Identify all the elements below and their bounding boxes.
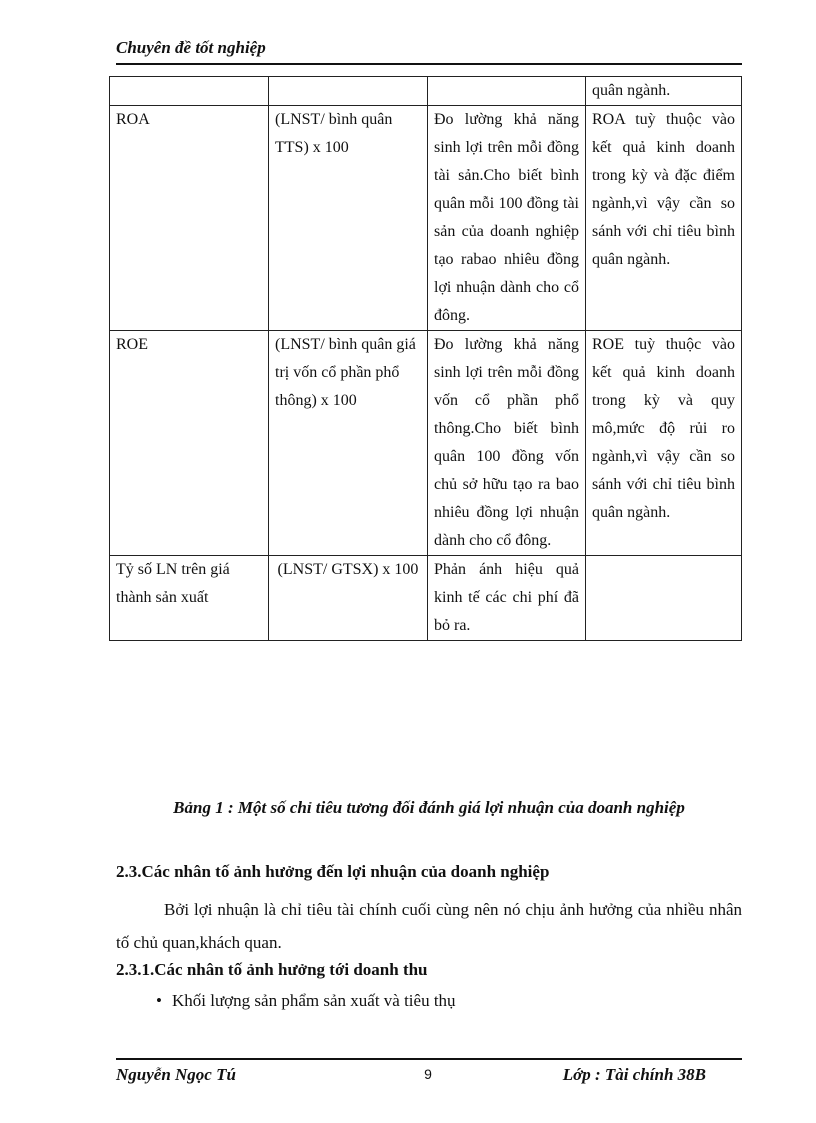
- footer-author: Nguyễn Ngọc Tú: [116, 1065, 236, 1084]
- table-cell-note: [586, 556, 742, 641]
- footer-class-label: Lớp : Tài chính 38B: [562, 1065, 706, 1084]
- footer-divider: [116, 1058, 742, 1060]
- table-cell-name: Tỷ số LN trên giá thành sản xuất: [110, 556, 269, 641]
- section-heading: 2.3.Các nhân tố ảnh hưởng đến lợi nhuận của doanh nghiệp: [116, 862, 550, 881]
- table-cell-note: ROE tuỳ thuộc vào kết quả kinh doanh trong kỳ và quy mô,mức độ rủi ro ngành,vì vậy cần so sánh với chỉ tiêu bình quân ngành.: [586, 331, 742, 556]
- bullet-dot-icon: •: [156, 991, 162, 1010]
- header-divider: [116, 63, 742, 65]
- subsection-heading: 2.3.1.Các nhân tố ảnh hưởng tới doanh thu: [116, 960, 428, 979]
- table-cell-formula: (LNST/ GTSX) x 100: [269, 556, 428, 641]
- table-cell-note: ROA tuỳ thuộc vào kết quả kinh doanh trong kỳ và đặc điểm ngành,vì vậy cần so sánh với chỉ tiêu bình quân ngành.: [586, 106, 742, 331]
- page-number: 9: [424, 1066, 432, 1082]
- table-cell-name: ROA: [110, 106, 269, 331]
- table-cell-meaning: Phản ánh hiệu quả kinh tế các chi phí đã bỏ ra.: [428, 556, 586, 641]
- table-cell-meaning: Đo lường khả năng sinh lợi trên mỗi đồng tài sản.Cho biết bình quân mỗi 100 đồng tài sản của doanh nghiệp tạo rabao nhiêu đồng lợi nhuận dành cho cổ đông.: [428, 106, 586, 331]
- table-cell-formula: (LNST/ bình quân TTS) x 100: [269, 106, 428, 331]
- table-row: [110, 556, 742, 641]
- table-row: [110, 106, 742, 331]
- table-cell-meaning: Đo lường khả năng sinh lợi trên mỗi đồng vốn cổ phần phổ thông.Cho biết bình quân 100 đồng vốn chủ sở hữu tạo ra bao nhiêu đồng lợi nhuận dành cho cổ đông.: [428, 331, 586, 556]
- table-cell: [110, 77, 269, 106]
- table-row: [110, 331, 742, 556]
- table-cell-name: ROE: [110, 331, 269, 556]
- table-cell: [428, 77, 586, 106]
- table-cell: [269, 77, 428, 106]
- page-header-title: Chuyên đề tốt nghiệp: [116, 38, 266, 57]
- bullet-text: Khối lượng sản phẩm sản xuất và tiêu thụ: [172, 991, 456, 1010]
- section-paragraph: Bởi lợi nhuận là chỉ tiêu tài chính cuối cùng nên nó chịu ảnh hưởng của nhiều nhân tố chủ quan,khách quan.: [116, 900, 742, 952]
- bullet-item: [156, 991, 742, 1011]
- table-cell-formula: (LNST/ bình quân giá trị vốn cổ phần phổ thông) x 100: [269, 331, 428, 556]
- metrics-table: [109, 76, 742, 641]
- table-row: [110, 77, 742, 106]
- table-caption: Bảng 1 : Một số chỉ tiêu tương đối đánh giá lợi nhuận của doanh nghiệp: [173, 798, 685, 817]
- table-cell-note: quân ngành.: [586, 77, 742, 106]
